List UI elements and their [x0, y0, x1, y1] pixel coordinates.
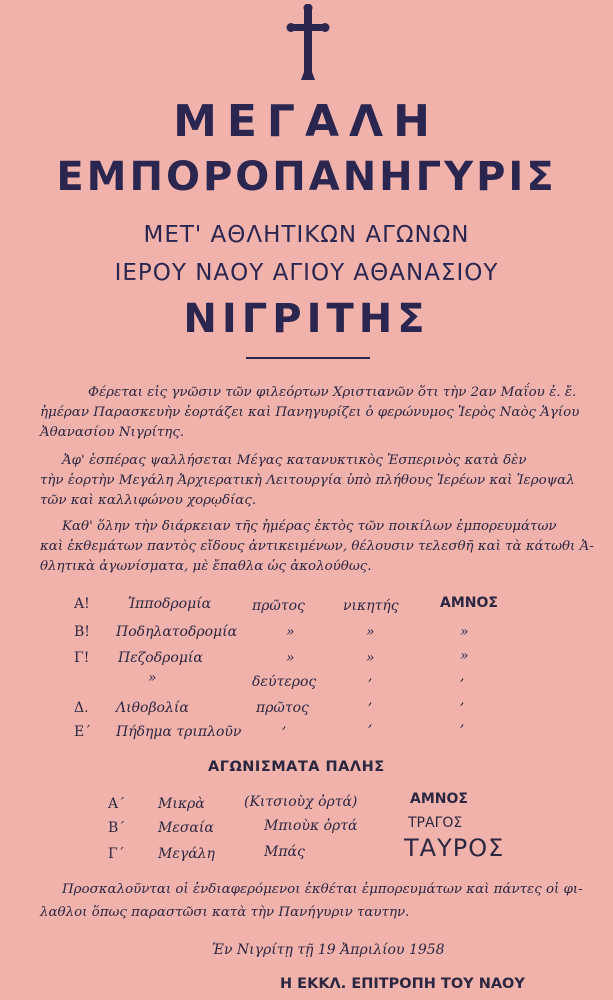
event-name: Λιθοβολία — [116, 700, 189, 716]
intro-p1-line-3: Ἀθανασίου Νιγρίτης. — [40, 425, 185, 440]
event-letter: Β! — [74, 624, 90, 640]
event-prize: , — [460, 692, 465, 708]
event-prize: » — [460, 624, 469, 640]
signature: Η ΕΚΚΛ. ΕΠΙΤΡΟΠΗ ΤΟΥ ΝΑΟΥ — [280, 976, 525, 992]
wrestling-letter: Β΄ — [108, 820, 126, 836]
event-letter: Γ! — [74, 650, 90, 666]
intro-p3-line-2: καὶ ἐκθεμάτων παντὸς εἴδους ἀντικειμένων, θέλουσιν τελεσθῆ καὶ τὰ κάτωθι Ἀ- — [40, 539, 594, 554]
event-winner: νικητής — [343, 598, 399, 614]
event-place: , — [282, 716, 287, 732]
event-winner: , — [368, 714, 373, 730]
intro-p2-line-3: τῶν καὶ καλλιφώνου χορῳδίας. — [40, 493, 257, 508]
event-prize: , — [460, 714, 465, 730]
intro-p3-line-1: Καθ' ὅλην τὴν διάρκειαν τῆς ἡμέρας ἐκτὸς τῶν ποικίλων ἐμπορευμάτων — [62, 519, 557, 534]
orthodox-cross-icon — [286, 4, 330, 84]
title-line-1: ΜΕΓΑΛΗ — [173, 96, 440, 147]
event-prize: ΑΜΝΟΣ — [440, 595, 498, 611]
subtitle-line-2: ΙΕΡΟΥ ΝΑΟΥ ΑΓΙΟΥ ΑΘΑΝΑΣΙΟΥ — [114, 260, 499, 286]
event-name: Πήδημα τριπλοῦν — [116, 724, 242, 740]
wrestling-name: Μπάς — [264, 844, 305, 860]
title-line-2: ΕΜΠΟΡΟΠΑΝΗΓΥΡΙΣ — [56, 154, 557, 200]
wrestling-class: Μεγάλη — [158, 846, 215, 862]
event-place: πρῶτος — [256, 700, 309, 716]
event-place: πρῶτος — [252, 598, 305, 614]
intro-p1-line-1: Φέρεται εἰς γνῶσιν τῶν φιλεόρτων Χριστιανῶν ὅτι τὴν 2αν Μαΐου ἐ. ἔ. — [88, 385, 577, 400]
event-winner: » — [366, 624, 375, 640]
title-divider — [246, 357, 370, 359]
event-letter: Ε΄ — [74, 724, 92, 740]
wrestling-name: Μπιοὺκ ὀρτά — [264, 818, 358, 834]
event-letter: Α! — [74, 596, 90, 612]
intro-p2-line-2: τὴν ἑορτὴν Μεγάλη Ἀρχιερατικὴ Λειτουργία ὑπὸ πλήθους Ἱερέων καὶ Ἱεροψαλ — [40, 473, 575, 488]
event-name: Πεζοδρομία — [118, 650, 203, 666]
event-letter: Δ. — [74, 700, 89, 716]
event-prize: » — [460, 648, 469, 664]
closing-line-2: λαθλοι ὅπως παραστῶσι κατὰ τὴν Πανήγυριν ταυτην. — [40, 905, 410, 920]
wrestling-letter: Γ΄ — [108, 846, 125, 862]
wrestling-class: Μικρὰ — [158, 796, 205, 812]
event-winner: » — [366, 650, 375, 666]
wrestling-prize: ΑΜΝΟΣ — [410, 791, 468, 807]
intro-p1-line-2: ἡμέραν Παρασκευὴν ἑορτάζει καὶ Πανηγυρίζει ὁ φερώνυμος Ἱερὸς Ναὸς Ἁγίου — [40, 405, 580, 420]
event-name: Ποδηλατοδρομία — [116, 624, 238, 640]
event-winner: , — [368, 668, 373, 684]
wrestling-name: (Κιτσιοὺχ ὀρτά) — [244, 794, 358, 810]
event-place: » — [286, 624, 295, 640]
event-prize: , — [460, 668, 465, 684]
date-line: Ἐν Νιγρίτῃ τῇ 19 Ἀπριλίου 1958 — [212, 942, 445, 958]
event-winner: , — [368, 692, 373, 708]
intro-p3-line-3: θλητικὰ ἀγωνίσματα, μὲ ἔπαθλα ὡς ἀκολούθως. — [40, 559, 372, 574]
wrestling-prize: ΤΑΥΡΟΣ — [404, 834, 505, 862]
wrestling-prize: ΤΡΑΓΟΣ — [408, 815, 463, 831]
wrestling-heading: ΑΓΩΝΙΣΜΑΤΑ ΠΑΛΗΣ — [208, 759, 385, 775]
event-name: » — [148, 670, 157, 686]
event-place: » — [286, 650, 295, 666]
wrestling-letter: Α΄ — [108, 796, 126, 812]
wrestling-class: Μεσαία — [158, 820, 214, 836]
place-title: ΝΙΓΡΙΤΗΣ — [183, 296, 430, 342]
event-name: Ἱπποδρομία — [128, 596, 212, 612]
intro-p2-line-1: Ἀφ' ἑσπέρας ψαλλήσεται Μέγας κατανυκτικὸς Ἑσπερινὸς κατὰ δὲν — [62, 453, 527, 468]
closing-line-1: Προσκαλοῦνται οἱ ἐνδιαφερόμενοι ἐκθέται ἐμπορευμάτων καὶ πάντες οἱ φι- — [62, 882, 583, 897]
event-place: δεύτερος — [252, 674, 317, 690]
subtitle-line-1: ΜΕΤ' ΑΘΛΗΤΙΚΩΝ ΑΓΩΝΩΝ — [143, 222, 470, 248]
